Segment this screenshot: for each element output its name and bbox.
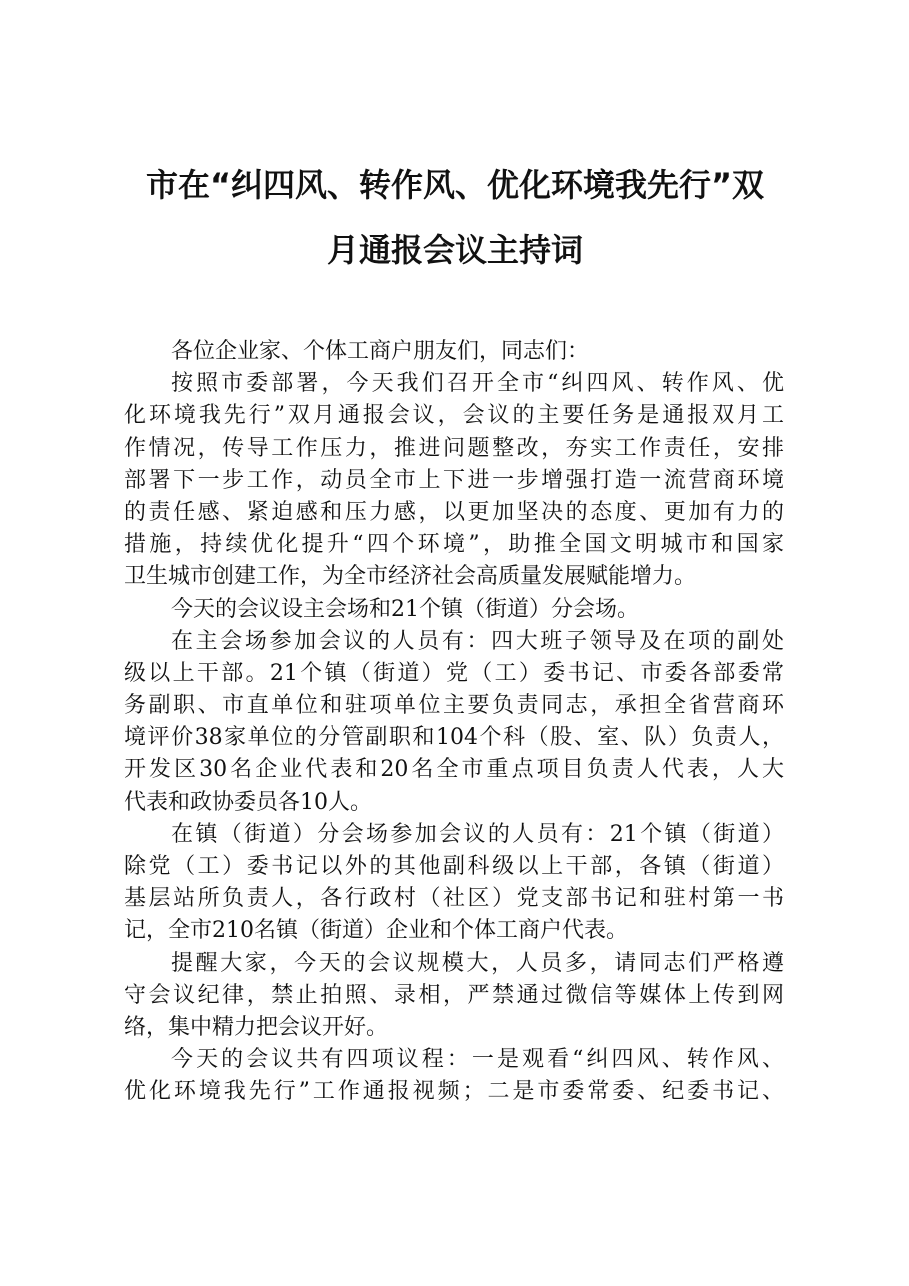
body-text-line: 务副职、市直单位和驻项单位主要负责同志，承担全省营商环 [124,693,784,719]
body-text-line: 的责任感、紧迫感和压力感，以更加坚决的态度、更加有力的 [124,499,784,525]
body-text-line: 级以上干部。21个镇（街道）党（工）委书记、市委各部委常 [124,660,784,686]
body-text-line: 部署下一步工作，动员全市上下进一步增强打造一流营商环境 [124,467,784,493]
body-text-line: 优化环境我先行”工作通报视频；二是市委常委、纪委书记、 [124,1079,784,1105]
body-text-line: 守会议纪律，禁止拍照、录相，严禁通过微信等媒体上传到网 [124,982,784,1008]
body-text-line: 络，集中精力把会议开好。 [124,1014,389,1040]
body-text-line: 除党（工）委书记以外的其他副科级以上干部，各镇（街道） [124,854,784,879]
document-title-line-1: 市在“纠四风、转作风、优化环境我先行”双 [145,166,765,204]
body-text-line: 化环境我先行”双月通报会议，会议的主要任务是通报双月工 [124,403,784,429]
body-text-line: 今天的会议设主会场和21个镇（街道）分会场。 [171,596,639,622]
body-text-line: 记，全市210名镇（街道）企业和个体工商户代表。 [124,918,628,944]
body-text-line: 在镇（街道）分会场参加会议的人员有：21个镇（街道） [171,821,784,847]
body-text-line: 措施，持续优化提升“四个环境”，助推全国文明城市和国家 [124,532,784,558]
body-text-line: 各位企业家、个体工商户朋友们，同志们： [171,339,590,364]
body-text-line: 作情况，传导工作压力，推进问题整改，夯实工作责任，安排 [124,435,784,461]
body-text-line: 今天的会议共有四项议程：一是观看“纠四风、转作风、 [171,1047,784,1073]
body-text-line: 基层站所负责人，各行政村（社区）党支部书记和驻村第一书 [124,886,784,912]
body-text-line: 境评价38家单位的分管副职和104个科（股、室、队）负责人， [124,725,784,751]
body-text-line: 开发区30名企业代表和20名全市重点项目负责人代表，人大 [124,757,784,783]
body-text-line: 在主会场参加会议的人员有：四大班子领导及在项的副处 [171,628,784,654]
document-body [124,336,784,1109]
body-text-line: 代表和政协委员各10人。 [124,789,372,815]
body-text-line: 卫生城市创建工作，为全市经济社会高质量发展赋能增力。 [124,564,697,590]
body-text-line: 按照市委部署，今天我们召开全市“纠四风、转作风、优 [171,371,784,397]
body-text-line: 提醒大家，今天的会议规模大，人员多，请同志们严格遵 [171,950,784,976]
document-title-line-2: 月通报会议主持词 [326,231,583,269]
